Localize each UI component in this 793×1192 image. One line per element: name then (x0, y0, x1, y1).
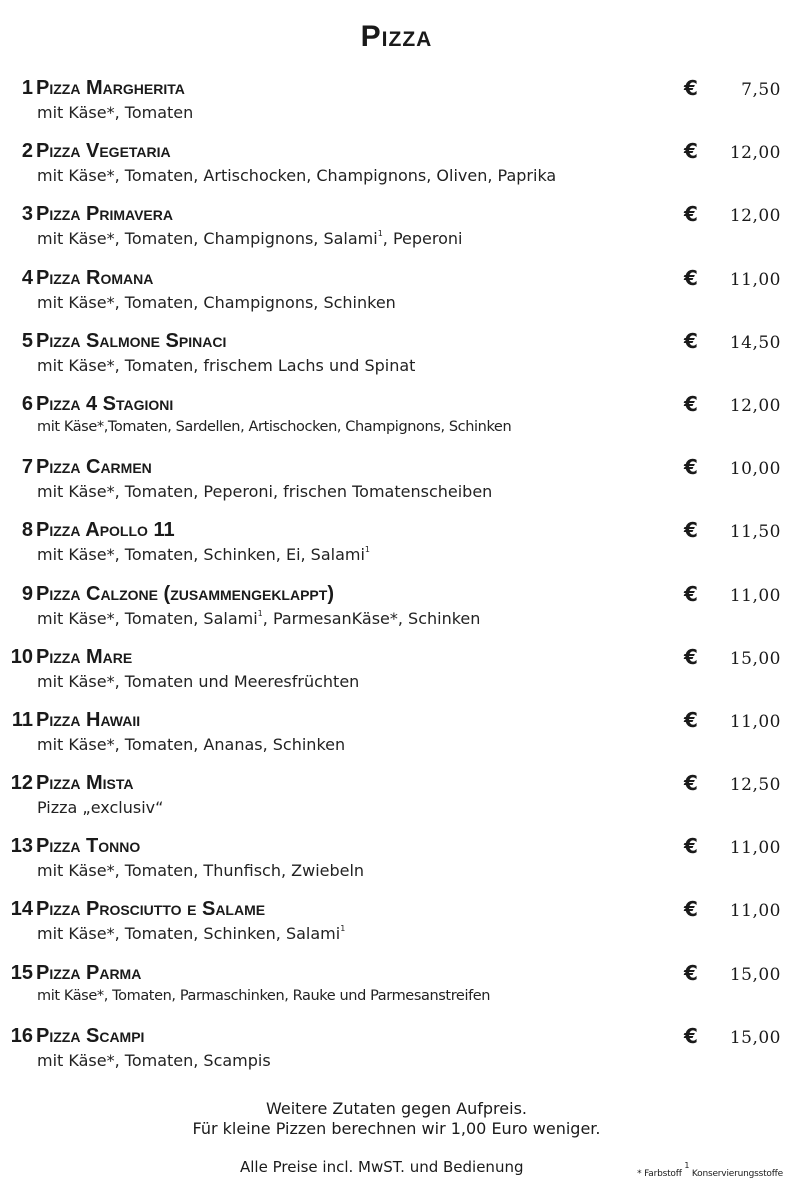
item-price: 11,00 (729, 901, 781, 922)
description-text: mit Käse*, Tomaten, Champignons, Salami (37, 229, 378, 249)
item-number: 10 (10, 645, 33, 668)
item-number: 16 (10, 1024, 33, 1047)
legend-superscript: 1 (684, 1161, 690, 1170)
item-number: 3 (21, 203, 33, 226)
item-description (37, 672, 359, 691)
menu-item (0, 644, 793, 707)
item-price: 12,00 (729, 206, 781, 227)
description-text: mit Käse*, Tomaten (37, 103, 194, 122)
description-text: mit Käse*, Tomaten, Scampis (37, 1050, 271, 1070)
item-description (37, 735, 345, 754)
item-price: 12,50 (729, 775, 781, 796)
euro-sign: € (684, 897, 698, 922)
menu-item (0, 75, 793, 138)
description-text: mit Käse*, Tomaten, Thunfisch, Zwiebeln (37, 861, 365, 881)
item-description (37, 419, 511, 435)
item-description (37, 293, 396, 312)
item-name: Pizza Parma (36, 961, 142, 984)
item-price: 14,50 (729, 332, 781, 353)
description-text: mit Käse*,Tomaten, Sardellen, Artischocken, Champignons, Schinken (37, 418, 512, 435)
legend-konservierungsstoffe: Konservierungsstoffe (691, 1169, 783, 1179)
item-number: 15 (10, 961, 33, 984)
menu-footer (0, 1099, 793, 1139)
item-price: 12,00 (729, 143, 781, 164)
item-price: 15,00 (729, 648, 781, 669)
menu-item (0, 1023, 793, 1086)
item-price: 10,00 (729, 459, 781, 480)
menu-title: Pizza (360, 20, 433, 53)
item-name: Pizza Primavera (36, 203, 173, 226)
euro-sign: € (684, 139, 698, 164)
euro-sign: € (684, 581, 698, 606)
item-name: Pizza Apollo 11 (36, 519, 175, 542)
euro-sign: € (684, 644, 698, 669)
menu-item (0, 896, 793, 959)
euro-sign: € (684, 265, 698, 290)
small-pizza-note: Für kleine Pizzen berechnen wir 1,00 Euro weniger. (192, 1119, 601, 1138)
item-name: Pizza Hawaii (36, 708, 141, 731)
item-price: 15,00 (729, 964, 781, 985)
description-text: , ParmesanKäse*, Schinken (262, 608, 481, 628)
item-number: 8 (21, 519, 33, 542)
item-description (37, 798, 163, 817)
item-number: 11 (11, 708, 33, 731)
description-text: mit Käse*, Tomaten, Peperoni, frischen Tomatenscheiben (37, 482, 493, 502)
menu-item (0, 833, 793, 896)
menu-item (0, 391, 793, 454)
item-name: Pizza Prosciutto e Salame (36, 898, 266, 921)
item-name: Pizza Vegetaria (36, 140, 171, 163)
description-text: mit Käse*, Tomaten, Salami (37, 608, 258, 628)
description-text: mit Käse*, Tomaten, Artischocken, Champignons, Oliven, Paprika (37, 166, 557, 186)
euro-sign: € (684, 391, 698, 416)
euro-sign: € (684, 960, 698, 985)
description-text: Pizza „exclusiv“ (37, 798, 164, 818)
item-number: 9 (21, 582, 33, 605)
item-name: Pizza Carmen (36, 456, 152, 479)
description-text: mit Käse*, Tomaten, frischem Lachs und Spinat (37, 355, 416, 375)
item-description (37, 1051, 271, 1070)
euro-sign: € (684, 707, 698, 732)
legend-farbstoff: * Farbstoff (637, 1169, 682, 1179)
description-text: mit Käse*, Tomaten, Schinken, Salami (37, 924, 341, 944)
description-text: , Peperoni (382, 229, 463, 249)
item-name: Pizza 4 Stagioni (36, 392, 174, 415)
additives-legend (637, 1161, 783, 1179)
item-number: 1 (21, 77, 33, 99)
item-name: Pizza Mare (36, 645, 133, 668)
description-text: mit Käse*, Tomaten, Parmaschinken, Rauke und Parmesanstreifen (37, 987, 491, 1004)
item-description (37, 166, 556, 185)
item-number: 6 (21, 392, 33, 415)
euro-sign: € (684, 1023, 698, 1048)
item-price: 11,00 (729, 585, 781, 606)
menu-item (0, 265, 793, 328)
item-price: 12,00 (729, 395, 781, 416)
euro-sign: € (684, 518, 698, 543)
menu-item (0, 517, 793, 580)
item-description (37, 924, 345, 943)
item-number: 7 (21, 456, 33, 479)
menu-item (0, 454, 793, 517)
menu-item (0, 770, 793, 833)
item-number: 13 (10, 835, 33, 858)
item-description (37, 609, 480, 628)
item-name: Pizza Romana (36, 266, 154, 289)
menu-item (0, 707, 793, 770)
item-name: Pizza Salmone Spinaci (36, 329, 227, 352)
item-name: Pizza Calzone (zusammengeklappt) (36, 582, 334, 605)
euro-sign: € (684, 76, 698, 100)
extra-toppings-note: Weitere Zutaten gegen Aufpreis. (265, 1099, 527, 1118)
item-price: 11,00 (729, 711, 781, 732)
item-name: Pizza Mista (36, 772, 134, 795)
item-number: 12 (10, 772, 33, 795)
menu-item (0, 960, 793, 1023)
item-price: 15,00 (729, 1027, 781, 1048)
euro-sign: € (684, 455, 698, 480)
item-description (37, 103, 193, 122)
item-number: 4 (21, 266, 33, 289)
menu-item (0, 581, 793, 644)
additive-superscript: 1 (364, 545, 371, 555)
item-description (37, 988, 490, 1004)
item-number: 14 (10, 898, 33, 921)
item-description (37, 545, 370, 564)
pizza-menu-list (0, 75, 793, 1086)
item-price: 11,50 (729, 522, 781, 543)
item-name: Pizza Scampi (36, 1024, 145, 1047)
euro-sign: € (684, 328, 698, 353)
item-number: 5 (21, 329, 33, 352)
additive-superscript: 1 (257, 608, 263, 618)
euro-sign: € (684, 771, 698, 796)
item-price: 7,50 (741, 80, 781, 100)
item-price: 11,00 (729, 838, 781, 859)
description-text: mit Käse*, Tomaten, Champignons, Schinken (37, 292, 396, 312)
menu-item (0, 138, 793, 201)
tax-note: Alle Preise incl. MwST. und Bedienung (240, 1158, 524, 1176)
item-description (37, 861, 364, 880)
euro-sign: € (684, 834, 698, 859)
item-description (37, 482, 492, 501)
item-price: 11,00 (729, 269, 781, 290)
item-name: Pizza Margherita (36, 77, 185, 99)
item-description (37, 356, 415, 375)
menu-item (0, 328, 793, 391)
item-name: Pizza Tonno (36, 835, 141, 858)
item-number: 2 (21, 140, 33, 163)
menu-item (0, 201, 793, 264)
additive-superscript: 1 (340, 924, 346, 934)
description-text: mit Käse*, Tomaten, Schinken, Ei, Salami (37, 545, 365, 565)
additive-superscript: 1 (377, 229, 383, 239)
description-text: mit Käse*, Tomaten, Ananas, Schinken (37, 734, 346, 754)
item-description (37, 229, 463, 248)
description-text: mit Käse*, Tomaten und Meeresfrüchten (37, 671, 360, 691)
euro-sign: € (684, 202, 698, 227)
